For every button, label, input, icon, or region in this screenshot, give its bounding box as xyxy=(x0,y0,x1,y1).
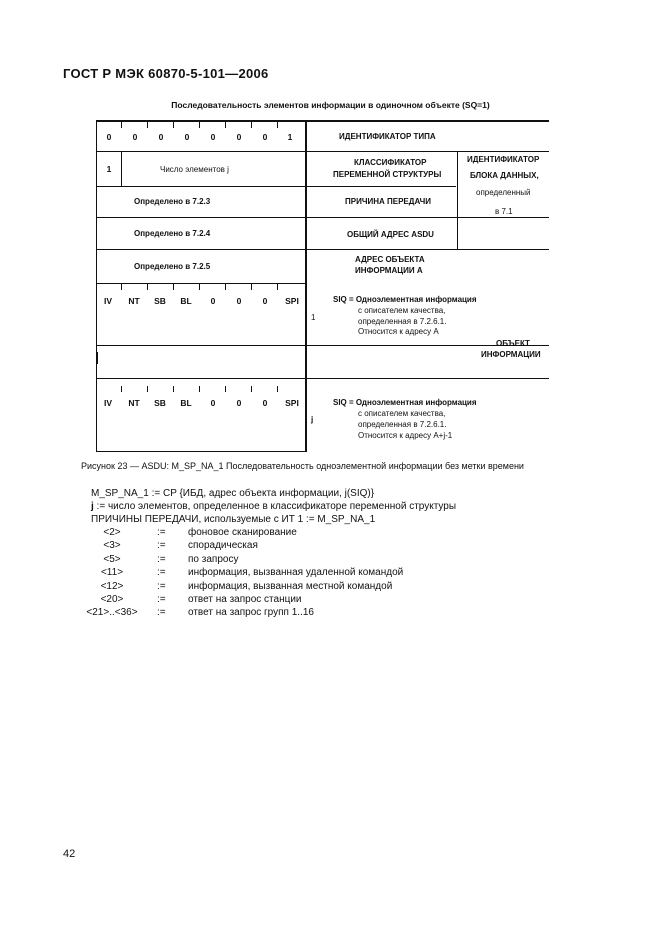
cause-operator: := xyxy=(157,527,166,538)
cause-code: <21>..<36> xyxy=(86,607,138,619)
cause-description: ответ на запрос групп 1..16 xyxy=(188,607,314,619)
siq-bit: SB xyxy=(154,398,166,408)
cause-description: ответ на запрос станции xyxy=(188,594,302,605)
cause-code: <5> xyxy=(103,553,121,565)
notes-definition: M_SP_NA_1 := CP {ИБД, адрес объекта информации, j(SIQ)} xyxy=(91,488,375,499)
siq-bit: SB xyxy=(154,296,166,306)
page-number: 42 xyxy=(63,848,76,860)
row-line xyxy=(96,283,306,284)
cause-operator: := xyxy=(157,594,166,605)
cause-description: спорадическая xyxy=(188,540,258,552)
label-vsq-line1: КЛАССИФИКАТОР xyxy=(354,158,427,167)
bit-cell: 0 xyxy=(184,132,190,142)
cause-code: <20> xyxy=(100,594,124,605)
siqj-desc-line3: определенная в 7.2.6.1. xyxy=(358,420,447,429)
cell-divider xyxy=(121,151,122,186)
row-line xyxy=(96,249,549,250)
dui-bracket xyxy=(457,151,458,249)
label-dui-line4: в 7.1 xyxy=(495,207,513,216)
marker-element-j: j xyxy=(311,415,314,424)
siq-bit: IV xyxy=(103,398,113,408)
cause-code: <2> xyxy=(103,527,121,538)
bit-cell: 1 xyxy=(287,132,293,142)
cause-operator: := xyxy=(157,580,166,592)
bit-cell: 0 xyxy=(158,132,164,142)
label-ioa-line2: ИНФОРМАЦИИ А xyxy=(355,266,423,275)
vsq-sq-bit: 1 xyxy=(106,164,112,174)
cause-description: по запросу xyxy=(188,553,239,565)
siq-bit: 0 xyxy=(210,296,216,306)
notes-cot-heading: ПРИЧИНЫ ПЕРЕДАЧИ, используемые с ИТ 1 := M_SP_NA_1 xyxy=(91,514,376,525)
bit-cell: 0 xyxy=(262,132,268,142)
bit-cell: 0 xyxy=(236,132,242,142)
siqj-desc-line4: Относится к адресу А+j-1 xyxy=(358,431,453,440)
bit-cell: 0 xyxy=(210,132,216,142)
cause-operator: := xyxy=(157,567,166,579)
cot-cell-text: Определено в 7.2.3 xyxy=(134,197,211,206)
label-dui-line2: БЛОКА ДАННЫХ, xyxy=(470,171,539,180)
label-object-line2: ИНФОРМАЦИИ xyxy=(481,350,541,359)
cause-operator: := xyxy=(157,540,166,552)
cause-code: <12> xyxy=(100,580,124,592)
cause-code: <11> xyxy=(100,567,124,579)
siq1-desc-line1: SIQ = Одноэлементная информация xyxy=(333,295,477,304)
label-type-id: ИДЕНТИФИКАТОР ТИПА xyxy=(339,132,436,141)
siq-bit: 0 xyxy=(262,296,268,306)
bit-cell: 0 xyxy=(106,132,112,142)
siq-bit: IV xyxy=(103,296,113,306)
label-dui-line1: ИДЕНТИФИКАТОР xyxy=(467,155,540,164)
diagram-title: Последовательность элементов информации в одиночном объекте (SQ=1) xyxy=(171,100,490,110)
siq-bit: NT xyxy=(128,398,140,408)
notes-j-symbol: j xyxy=(91,501,94,512)
label-cot: ПРИЧИНА ПЕРЕДАЧИ xyxy=(345,197,431,206)
siqj-desc-line1: SIQ = Одноэлементная информация xyxy=(333,398,477,407)
bit-cell: 0 xyxy=(132,132,138,142)
row-line xyxy=(96,378,549,379)
figure-caption: Рисунок 23 — ASDU: M_SP_NA_1 Последовательность одноэлементной информации без метки времени xyxy=(81,461,524,471)
cause-description: фоновое сканирование xyxy=(188,527,297,538)
row-line xyxy=(96,151,549,152)
notes-j-definition xyxy=(91,501,456,512)
cause-operator: := xyxy=(157,607,166,619)
label-object-line1: ОБЪЕКТ xyxy=(496,339,530,348)
table-right-border xyxy=(305,120,307,452)
ioa-cell-text: Определено в 7.2.5 xyxy=(134,262,211,271)
row-line xyxy=(96,186,456,187)
cause-code: <3> xyxy=(103,540,121,552)
row-line xyxy=(96,120,549,122)
asdu-addr-cell-text: Определено в 7.2.4 xyxy=(134,229,211,238)
notes-j-text: := число элементов, определенное в классификаторе переменной структуры xyxy=(93,501,457,512)
siq1-desc-line2: с описателем качества, xyxy=(358,306,446,315)
label-ioa-line1: АДРЕС ОБЪЕКТА xyxy=(355,255,425,264)
siq-bit: BL xyxy=(180,398,192,408)
row-line xyxy=(96,345,549,346)
row-line xyxy=(96,451,306,452)
siq-bit: SPI xyxy=(285,296,299,306)
label-dui-line3: определенный xyxy=(476,188,531,197)
cause-description: информация, вызванная удаленной командой xyxy=(188,567,404,579)
row-line xyxy=(96,217,549,218)
siq-bit: BL xyxy=(180,296,192,306)
siq-bit: 0 xyxy=(262,398,268,408)
siq1-desc-line4: Относится к адресу А xyxy=(358,327,439,336)
marker-element-1: 1 xyxy=(311,313,316,322)
siq-bit: SPI xyxy=(285,398,299,408)
siqj-desc-line2: с описателем качества, xyxy=(358,409,446,418)
table-left-border xyxy=(96,120,97,452)
siq-bit: NT xyxy=(128,296,140,306)
cause-operator: := xyxy=(157,553,166,565)
siq-bit: 0 xyxy=(236,398,242,408)
siq1-desc-line3: определенная в 7.2.6.1. xyxy=(358,317,447,326)
label-vsq-line2: ПЕРЕМЕННОЙ СТРУКТУРЫ xyxy=(333,170,442,179)
siq-bit: 0 xyxy=(236,296,242,306)
document-header: ГОСТ Р МЭК 60870-5-101—2006 xyxy=(63,66,269,81)
vsq-count-text: Число элементов j xyxy=(160,165,229,174)
siq-bit: 0 xyxy=(210,398,216,408)
label-asdu-address: ОБЩИЙ АДРЕС ASDU xyxy=(347,230,434,239)
cause-description: информация, вызванная местной командой xyxy=(188,580,393,592)
